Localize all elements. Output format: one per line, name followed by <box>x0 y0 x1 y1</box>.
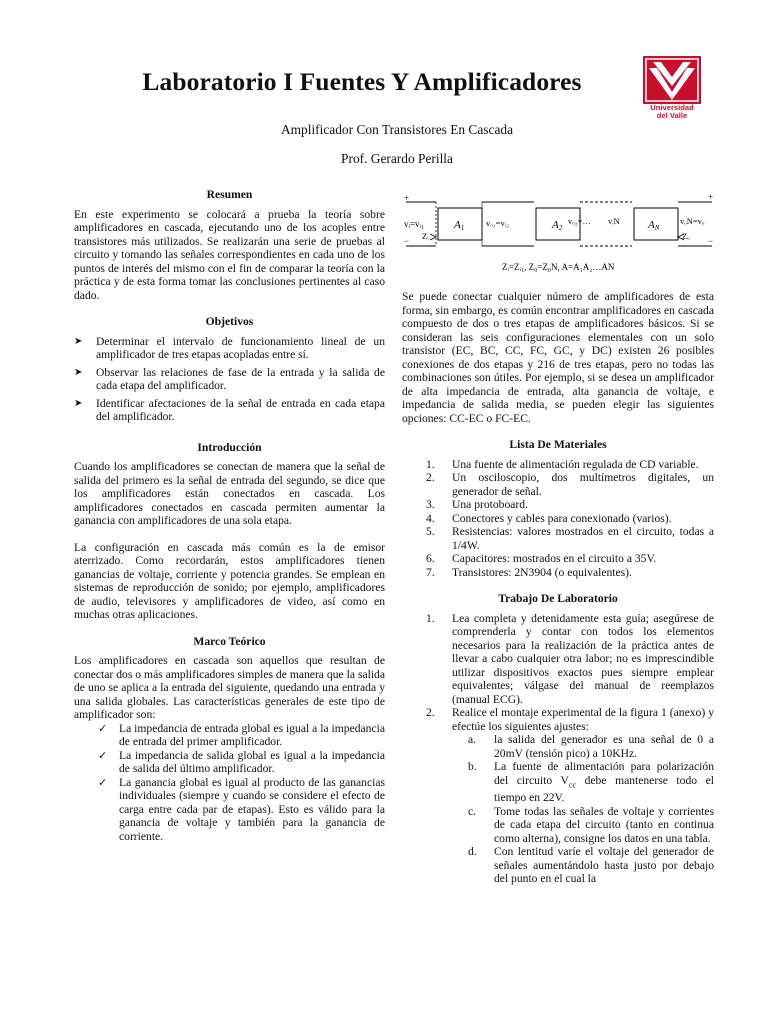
svg-text:+: + <box>404 193 410 203</box>
arrow-bullet-icon: ➤ <box>74 397 83 409</box>
diagram-caption: Zᵢ=Zᵢ₁, Z₀=Z₀N, A=A₁A₂…AN <box>502 262 615 272</box>
university-logo-text <box>639 104 705 120</box>
introduccion-paragraph-1: Cuando los amplificadores se conectan de manera que la señal de salida del primero es la señal de entrada del segundo, se dice que los amplificadores están conectados en cascada. Los amplificadores conectados en cascada permiten aumentar la ganancia con amplificadores de una sola etapa. <box>74 460 385 527</box>
trabajo-item: 2. Realice el montaje experimental de la figura 1 (anexo) y efectúe los siguientes ajustes: a. la salida del generador es una señal de 0 a 20mV (tensión pico) a 10KHz. b. La fuente de alimentación para polarización del circuito $V_{cc}$ debe mantenerse todo el tiempo en 22V. c. Tome todas las señales de voltaje y corrientes de cada etapa del circuito (tanto en continua como alterna), consigne los datos en una tabla. d. Con lentitud varíe el voltaje del generador de señales aumentándolo hasta justo por debajo del punto en el cual la <box>426 706 714 886</box>
material-item: 1. Una fuente de alimentación regulada de CD variable. <box>426 457 699 471</box>
resumen-text: En este experimento se colocará a prueba la teoría sobre amplificadores en cascada, ejecutando uno de los acoples entre transistores más utilizados. Se realizarán una serie de pruebas al circuito y tomando las señales correspondientes en cada uno de los puntos de interés del mismo con el fin de comparar la teoría con la práctica y de esta forma tomar las conclusiones pertinentes al caso dado. <box>74 207 385 302</box>
material-item: 3. Una protoboard. <box>426 498 528 511</box>
trabajo-heading: Trabajo De Laboratorio <box>498 592 618 605</box>
logo-text-line1: Universidad <box>650 103 694 112</box>
ajuste-item: a. la salida del generador es una señal de 0 a 20mV (tensión pico) a 10KHz. <box>468 733 714 760</box>
arrow-bullet-icon: ➤ <box>74 366 83 378</box>
trabajo-item: 1. Lea completa y detenidamente esta guía; asegúrese de comprenderla y contar con todos los elementos necesarios para la realización de la práctica antes de llevar a cabo cualquier otra labor; no es imprescindible utilizar dispositivos exactos pues siempre emplear equivalentes; válgase del manual de reemplazos (manual ECG). <box>426 611 714 706</box>
check-bullet-icon: ✓ <box>98 775 108 789</box>
label-vi: vᵢ=vᵢ₁ <box>404 219 425 229</box>
introduccion-paragraph-2: La configuración en cascada más común es la de emisor aterrizado. Como recordarán, estos amplificadores tienen ganancias de voltaje, corriente y potencia grandes. Se emplean en sistemas de reproducción de sonido; por ejemplo, amplificadores de audio, televisores y amplificadores de video, así como en muchas otras aplicaciones. <box>74 540 385 621</box>
objetivo-item: ➤ Determinar el intervalo de funcionamiento lineal de un amplificador de tres etapas acopladas entre sí. <box>74 334 385 361</box>
university-logo-mark <box>643 56 701 104</box>
cascada-paragraph: Se puede conectar cualquier número de amplificadores de esta forma, sin embargo, es común encontrar amplificadores en cascada compuesto de dos o tres etapas de amplificadores básicos. Si se consideran las seis configuraciones elementales con un solo transistor (EC, BC, CC, FC, GC, y DC) existen 26 posibles conexiones de dos etapas y 216 de tres etapas, pero no todas las combinaciones son útiles. Por ejemplo, si se desea un amplificador de alta impedancia de entrada, alta ganancia de voltaje, e impedancia de salida media, se pueden elegir las siguientes opciones: CC-EC o FC-EC. <box>402 290 714 425</box>
caracteristicas-list <box>74 722 385 844</box>
label-vo2: vₒ₂=… <box>568 216 591 226</box>
right-column <box>402 188 714 886</box>
ajuste-item: c. Tome todas las señales de voltaje y corrientes de cada etapa del circuito (tanto en continua como alterna), consigne los datos en una tabla. <box>468 804 714 845</box>
material-item: 6. Capacitores: mostrados en el circuito a 35V. <box>426 552 657 565</box>
marco-paragraph: Los amplificadores en cascada son aquellos que resultan de conectar dos o más amplificadores simples de manera que la salida de uno se aplica a la entrada del siguiente, quedando una entrada y una salida globales. Las características generales de este tipo de amplificador son: <box>74 654 385 721</box>
ajustes-list <box>452 733 714 886</box>
material-item: 7. Transistores: 2N3904 (o equivalentes). <box>426 565 632 579</box>
caracteristica-item: ✓ La impedancia de entrada global es igual a la impedancia de entrada del primer amplificador. <box>98 721 385 748</box>
caracteristica-item: ✓ La impedancia de salida global es igual a la impedancia de salida del último amplificador. <box>98 748 385 775</box>
trabajo-list <box>402 612 714 886</box>
materiales-list <box>402 458 714 580</box>
label-zi: Zᵢ <box>422 231 429 241</box>
university-logo <box>639 56 704 126</box>
document-author: Prof. Gerardo Perilla <box>341 151 453 166</box>
svg-text:A2: A2 <box>552 219 563 232</box>
logo-text-line2: del Valle <box>656 111 688 120</box>
check-bullet-icon: ✓ <box>98 748 108 762</box>
svg-text:−: − <box>404 236 410 246</box>
label-zo: Zₒ <box>682 231 690 241</box>
left-column <box>74 188 385 843</box>
svg-text:−: − <box>708 236 714 246</box>
svg-text:A1: A1 <box>454 219 465 232</box>
arrow-bullet-icon: ➤ <box>74 335 83 347</box>
marco-heading: Marco Teórico <box>193 634 266 648</box>
document-subtitle: Amplificador Con Transistores En Cascada <box>280 122 514 137</box>
ajuste-item: b. La fuente de alimentación para polarización del circuito $V_{cc}$ debe mantenerse todo el tiempo en 22V. <box>468 760 714 805</box>
material-item: 2. Un osciloscopio, dos multímetros digitales, un generador de señal. <box>426 471 714 498</box>
check-bullet-icon: ✓ <box>98 721 108 735</box>
material-item: 5. Resistencias: valores mostrados en el circuito, todas a 1/4W. <box>426 525 714 552</box>
resumen-heading: Resumen <box>206 188 253 201</box>
caracteristica-item: ✓ La ganancia global es igual al producto de las ganancias individuales (siempre y cuando se considere el efecto de carga entre cada par de etapas). Esto es válido para la ganancia de voltaje y también para la ganancia de corriente. <box>98 775 385 843</box>
materiales-heading: Lista De Materiales <box>509 438 607 451</box>
material-item: 4. Conectores y cables para conexionado (varios). <box>426 511 672 525</box>
objetivo-item: ➤ Identificar afectaciones de la señal de entrada en cada etapa del amplificador. <box>74 396 385 423</box>
ajuste-item: d. Con lentitud varíe el voltaje del generador de señales aumentándolo hasta justo por debajo del punto en el cual la <box>468 845 714 886</box>
svg-text:AN: AN <box>648 219 660 232</box>
svg-text:+: + <box>708 192 714 202</box>
label-vo1: vₒ₁=vᵢ₂ <box>486 218 510 228</box>
objetivos-heading: Objetivos <box>205 315 254 328</box>
label-voN: vₒN=vₒ <box>680 216 705 226</box>
introduccion-heading: Introducción <box>197 440 262 454</box>
objetivos-list <box>74 335 385 424</box>
objetivo-item: ➤ Observar las relaciones de fase de la entrada y la salida de cada etapa del amplificador. <box>74 365 385 392</box>
document-title: Laboratorio I Fuentes Y Amplificadores <box>142 67 582 96</box>
cascade-block-diagram <box>402 188 714 276</box>
label-viN: vᵢN <box>608 216 620 226</box>
